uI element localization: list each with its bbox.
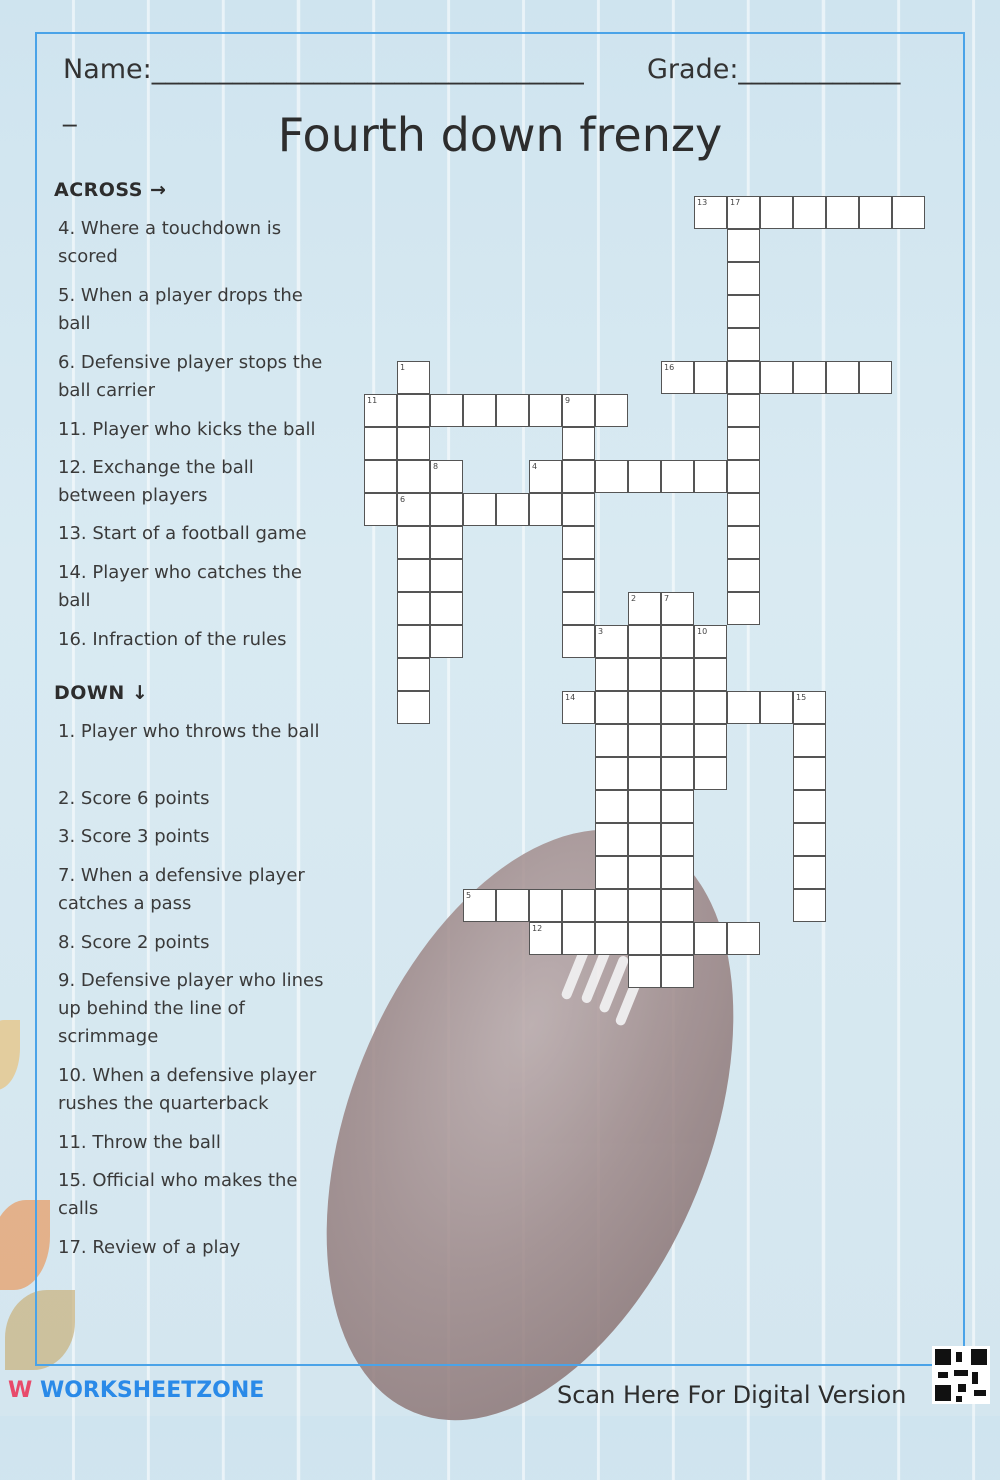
grid-cell[interactable] (793, 790, 826, 823)
grid-cell[interactable] (496, 394, 529, 427)
grid-cell[interactable] (661, 460, 694, 493)
grid-cell[interactable] (397, 559, 430, 592)
grid-cell[interactable] (463, 394, 496, 427)
page-title: Fourth down frenzy (277, 108, 723, 162)
grid-cell[interactable] (628, 856, 661, 889)
grid-cell[interactable] (562, 592, 595, 625)
grid-cell[interactable] (727, 460, 760, 493)
grid-cell[interactable] (595, 790, 628, 823)
grid-cell[interactable] (661, 823, 694, 856)
across-clue-16: 16. Infraction of the rules (58, 629, 287, 650)
grid-cell[interactable] (727, 328, 760, 361)
grid-cell[interactable] (727, 229, 760, 262)
grid-cell[interactable] (727, 262, 760, 295)
grid-cell[interactable] (562, 922, 595, 955)
across-heading: ACROSS → (54, 179, 167, 201)
grid-cell[interactable] (760, 691, 793, 724)
grid-cell[interactable] (397, 526, 430, 559)
grid-cell[interactable] (859, 196, 892, 229)
across-clue-4: 4. Where a touchdown is scored (58, 218, 282, 267)
grid-cell[interactable] (430, 625, 463, 658)
grid-cell[interactable] (595, 724, 628, 757)
grid-cell[interactable] (694, 757, 727, 790)
qr-code-icon[interactable] (932, 1346, 990, 1404)
grid-number-15: 15 (796, 693, 807, 702)
grid-cell[interactable] (430, 394, 463, 427)
grid-cell[interactable] (826, 361, 859, 394)
down-clue-17: 17. Review of a play (58, 1237, 241, 1258)
grid-cell[interactable] (595, 394, 628, 427)
logo-text: WORKSHEETZONE (39, 1378, 265, 1403)
grid-cell[interactable] (793, 361, 826, 394)
down-clue-1: 1. Player who throws the ball (58, 721, 320, 742)
grid-cell[interactable] (793, 856, 826, 889)
grid-cell[interactable] (397, 625, 430, 658)
grid-cell[interactable] (661, 790, 694, 823)
grid-cell[interactable] (496, 889, 529, 922)
grid-cell[interactable] (595, 856, 628, 889)
across-clue-11: 11. Player who kicks the ball (58, 419, 316, 440)
grid-cell[interactable] (397, 691, 430, 724)
scan-text: Scan Here For Digital Version (557, 1381, 907, 1409)
name-field[interactable]: Name:________________________________ (63, 54, 584, 85)
grid-cell[interactable] (727, 691, 760, 724)
grid-cell[interactable] (628, 823, 661, 856)
grid-cell[interactable] (430, 526, 463, 559)
grid-cell[interactable] (529, 889, 562, 922)
grid-cell[interactable] (595, 658, 628, 691)
grid-cell[interactable] (562, 493, 595, 526)
grid-cell[interactable] (529, 394, 562, 427)
down-clue-7: 7. When a defensive player catches a pass (58, 865, 305, 914)
grid-cell[interactable] (694, 460, 727, 493)
grid-cell[interactable] (397, 592, 430, 625)
grade-field[interactable]: Grade:____________ (647, 54, 901, 85)
grid-cell[interactable] (793, 724, 826, 757)
autumn-leaf-decoration (0, 1020, 20, 1090)
grid-cell[interactable] (727, 394, 760, 427)
grid-cell[interactable] (661, 856, 694, 889)
across-clue-14: 14. Player who catches the ball (58, 562, 302, 611)
grid-cell[interactable] (562, 625, 595, 658)
grid-cell[interactable] (694, 922, 727, 955)
down-clue-8: 8. Score 2 points (58, 932, 210, 953)
logo-mark-icon: W (8, 1378, 33, 1403)
grid-cell[interactable] (628, 724, 661, 757)
grid-cell[interactable] (760, 361, 793, 394)
worksheetzone-logo (8, 1378, 264, 1403)
grid-cell[interactable] (892, 196, 925, 229)
name-field-overflow: _ (63, 96, 77, 127)
grid-cell[interactable] (529, 493, 562, 526)
grid-cell[interactable] (760, 196, 793, 229)
grid-cell[interactable] (595, 691, 628, 724)
grid-cell[interactable] (397, 658, 430, 691)
grid-cell[interactable] (364, 460, 397, 493)
down-clue-10: 10. When a defensive player rushes the quarterback (58, 1065, 317, 1114)
grid-cell[interactable] (397, 460, 430, 493)
grid-cell[interactable] (628, 889, 661, 922)
grid-cell[interactable] (562, 526, 595, 559)
across-clue-6: 6. Defensive player stops the ball carrier (58, 352, 323, 401)
grid-number-5: 5 (466, 891, 472, 900)
grid-cell[interactable] (661, 724, 694, 757)
grid-cell[interactable] (628, 691, 661, 724)
down-heading: DOWN ↓ (54, 682, 149, 704)
grid-number-8: 8 (433, 462, 439, 471)
across-clue-13: 13. Start of a football game (58, 523, 307, 544)
grid-cell[interactable] (727, 427, 760, 460)
grid-cell[interactable] (793, 196, 826, 229)
down-clue-3: 3. Score 3 points (58, 826, 210, 847)
grid-cell[interactable] (562, 559, 595, 592)
grid-cell[interactable] (793, 889, 826, 922)
grid-cell[interactable] (463, 493, 496, 526)
grid-cell[interactable] (793, 823, 826, 856)
grid-cell[interactable] (661, 757, 694, 790)
grid-cell[interactable] (562, 427, 595, 460)
grid-cell[interactable] (595, 823, 628, 856)
grid-cell[interactable] (694, 724, 727, 757)
grid-cell[interactable] (595, 889, 628, 922)
grid-cell[interactable] (661, 658, 694, 691)
grid-cell[interactable] (628, 790, 661, 823)
grid-number-1: 1 (400, 363, 406, 372)
grid-number-9: 9 (565, 396, 571, 405)
grid-cell[interactable] (727, 295, 760, 328)
grid-cell[interactable] (661, 625, 694, 658)
grid-cell[interactable] (628, 922, 661, 955)
grid-cell[interactable] (562, 889, 595, 922)
grid-cell[interactable] (727, 922, 760, 955)
grid-cell[interactable] (661, 955, 694, 988)
grid-cell[interactable] (430, 592, 463, 625)
grid-number-17: 17 (730, 198, 741, 207)
down-clue-9: 9. Defensive player who lines up behind the line of scrimmage (58, 970, 324, 1047)
grid-cell[interactable] (727, 493, 760, 526)
grid-cell[interactable] (826, 196, 859, 229)
grid-cell[interactable] (562, 460, 595, 493)
grid-cell[interactable] (793, 757, 826, 790)
grid-number-6: 6 (400, 495, 406, 504)
grid-cell[interactable] (397, 394, 430, 427)
down-clue-11: 11. Throw the ball (58, 1132, 221, 1153)
grid-cell[interactable] (727, 559, 760, 592)
grid-number-2: 2 (631, 594, 637, 603)
grid-cell[interactable] (661, 691, 694, 724)
grid-cell[interactable] (397, 427, 430, 460)
grid-number-16: 16 (664, 363, 675, 372)
grid-cell[interactable] (694, 658, 727, 691)
grid-number-7: 7 (664, 594, 670, 603)
grid-cell[interactable] (859, 361, 892, 394)
grid-number-12: 12 (532, 924, 543, 933)
grid-cell[interactable] (364, 427, 397, 460)
across-clue-5: 5. When a player drops the ball (58, 285, 303, 334)
grid-cell[interactable] (430, 493, 463, 526)
grid-cell[interactable] (430, 559, 463, 592)
grid-cell[interactable] (694, 361, 727, 394)
grid-cell[interactable] (727, 592, 760, 625)
grid-cell[interactable] (595, 757, 628, 790)
down-clue-2: 2. Score 6 points (58, 788, 210, 809)
grid-cell[interactable] (661, 889, 694, 922)
grid-number-3: 3 (598, 627, 604, 636)
grid-cell[interactable] (364, 493, 397, 526)
grid-number-11: 11 (367, 396, 378, 405)
grid-cell[interactable] (628, 955, 661, 988)
grid-cell[interactable] (595, 460, 628, 493)
grid-cell[interactable] (661, 922, 694, 955)
grid-cell[interactable] (595, 922, 628, 955)
down-clue-15: 15. Official who makes the calls (58, 1170, 298, 1219)
across-clue-12: 12. Exchange the ball between players (58, 457, 254, 506)
grid-number-14: 14 (565, 693, 576, 702)
grid-cell[interactable] (727, 361, 760, 394)
grid-number-13: 13 (697, 198, 708, 207)
grid-cell[interactable] (694, 691, 727, 724)
grid-cell[interactable] (496, 493, 529, 526)
grid-cell[interactable] (628, 460, 661, 493)
grid-number-4: 4 (532, 462, 538, 471)
grid-cell[interactable] (628, 658, 661, 691)
grid-cell[interactable] (727, 526, 760, 559)
grid-number-10: 10 (697, 627, 708, 636)
grid-cell[interactable] (628, 757, 661, 790)
grid-cell[interactable] (628, 625, 661, 658)
